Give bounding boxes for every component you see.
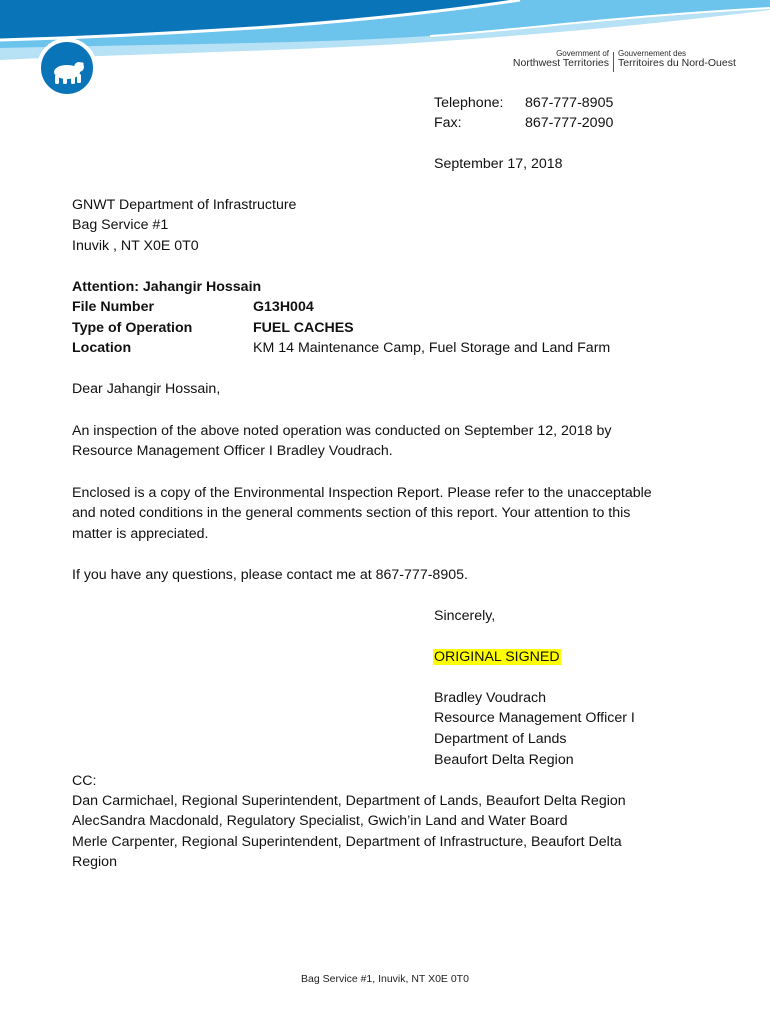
signer-title: Resource Management Officer I xyxy=(434,710,635,726)
attention-line: Attention: Jahangir Hossain xyxy=(72,279,262,295)
letter-date: September 17, 2018 xyxy=(434,156,563,172)
cc-line3: Merle Carpenter, Regional Superintendent, Department of Infrastructure, Beaufort Delta xyxy=(72,834,622,850)
file-number-value: G13H004 xyxy=(253,299,314,315)
salutation: Dear Jahangir Hossain, xyxy=(72,381,221,397)
cc-line1: Dan Carmichael, Regional Superintendent, Department of Lands, Beaufort Delta Region xyxy=(72,793,626,809)
telephone-label: Telephone: xyxy=(434,95,504,111)
paragraph-2-line1: Enclosed is a copy of the Environmental Inspection Report. Please refer to the unacceptable xyxy=(72,485,652,501)
cc-line2: AlecSandra Macdonald, Regulatory Specialist, Gwich’in Land and Water Board xyxy=(72,813,568,829)
gov-name-french xyxy=(618,50,736,69)
location-value: KM 14 Maintenance Camp, Fuel Storage and Land Farm xyxy=(253,340,611,356)
paragraph-2-line2: and noted conditions in the general comments section of this report. Your attention to this xyxy=(72,505,631,521)
logo xyxy=(39,40,95,96)
type-of-operation-label: Type of Operation xyxy=(72,320,193,336)
signer-region: Beaufort Delta Region xyxy=(434,752,574,768)
gov-divider xyxy=(613,52,614,72)
telephone-value: 867-777-8905 xyxy=(525,95,614,111)
paragraph-1-line2: Resource Management Officer I Bradley Voudrach. xyxy=(72,443,393,459)
original-signed-highlight: ORIGINAL SIGNED xyxy=(434,649,560,665)
fax-value: 867-777-2090 xyxy=(525,115,614,131)
paragraph-3: If you have any questions, please contact me at 867-777-8905. xyxy=(72,567,468,583)
gov-name-english xyxy=(513,50,609,69)
paragraph-1-line1: An inspection of the above noted operation was conducted on September 12, 2018 by xyxy=(72,423,612,439)
cc-line4: Region xyxy=(72,854,117,870)
gov-en-line2: Northwest Territories xyxy=(512,57,609,70)
file-number-label: File Number xyxy=(72,299,154,315)
closing: Sincerely, xyxy=(434,608,496,624)
footer-address: Bag Service #1, Inuvik, NT X0E 0T0 xyxy=(301,973,469,985)
fax-label: Fax: xyxy=(434,115,462,131)
recipient-line2: Bag Service #1 xyxy=(72,217,169,233)
signer-department: Department of Lands xyxy=(434,731,567,747)
type-of-operation-value: FUEL CACHES xyxy=(253,320,354,336)
paragraph-2-line3: matter is appreciated. xyxy=(72,526,209,542)
gov-en-line1: Government of xyxy=(556,49,609,58)
gov-fr-line2: Territoires du Nord-Ouest xyxy=(618,57,736,70)
recipient-line3: Inuvik , NT X0E 0T0 xyxy=(72,238,199,254)
cc-label: CC: xyxy=(72,773,97,789)
signer-name: Bradley Voudrach xyxy=(434,690,546,706)
recipient-line1: GNWT Department of Infrastructure xyxy=(72,197,297,213)
gov-fr-line1: Gouvernement des xyxy=(618,49,687,58)
original-signed xyxy=(433,647,561,668)
location-label: Location xyxy=(72,340,132,356)
